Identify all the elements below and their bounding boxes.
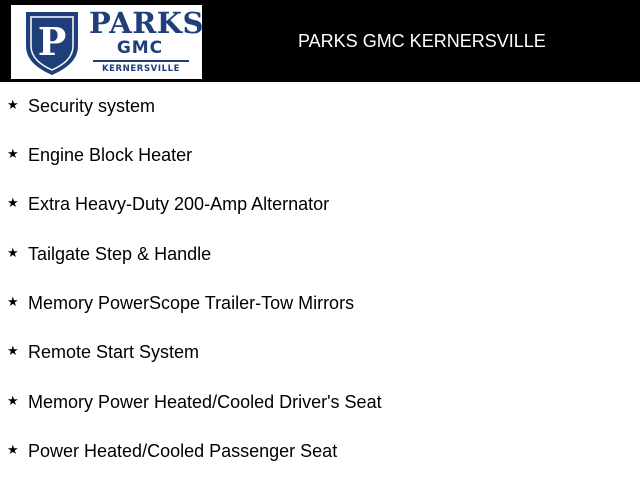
- feature-text: Power Heated/Cooled Passenger Seat: [28, 441, 338, 461]
- star-icon: ★: [7, 246, 19, 261]
- dealer-title: PARKS GMC KERNERSVILLE: [298, 31, 546, 51]
- star-icon: ★: [7, 394, 19, 409]
- feature-text: Remote Start System: [28, 342, 200, 362]
- feature-text: Memory PowerScope Trailer-Tow Mirrors: [28, 293, 355, 313]
- feature-item: [0, 244, 640, 274]
- feature-text: Memory Power Heated/Cooled Driver's Seat: [28, 392, 382, 412]
- shield-icon: [23, 10, 81, 76]
- star-icon: ★: [7, 344, 19, 359]
- feature-text: Security system: [28, 96, 156, 116]
- star-icon: ★: [7, 98, 19, 113]
- feature-item: [0, 293, 640, 323]
- logo-monogram: P: [37, 19, 67, 64]
- feature-item: [0, 441, 640, 471]
- feature-text: Extra Heavy-Duty 200-Amp Alternator: [28, 194, 330, 214]
- logo-name: PARKS: [89, 6, 204, 40]
- feature-text: Tailgate Step & Handle: [28, 244, 212, 264]
- star-icon: ★: [7, 443, 19, 458]
- feature-item: [0, 194, 640, 224]
- star-icon: ★: [7, 295, 19, 310]
- logo-city: KERNERSVILLE: [101, 64, 181, 74]
- feature-item: [0, 392, 640, 422]
- feature-item: [0, 96, 640, 126]
- logo-brand: GMC: [116, 38, 164, 58]
- logo-divider: [93, 60, 189, 62]
- header-bar: [0, 0, 640, 82]
- feature-item: [0, 342, 640, 372]
- star-icon: ★: [7, 147, 19, 162]
- dealer-logo: [11, 5, 202, 79]
- feature-text: Engine Block Heater: [28, 145, 193, 165]
- star-icon: ★: [7, 196, 19, 211]
- feature-item: [0, 145, 640, 175]
